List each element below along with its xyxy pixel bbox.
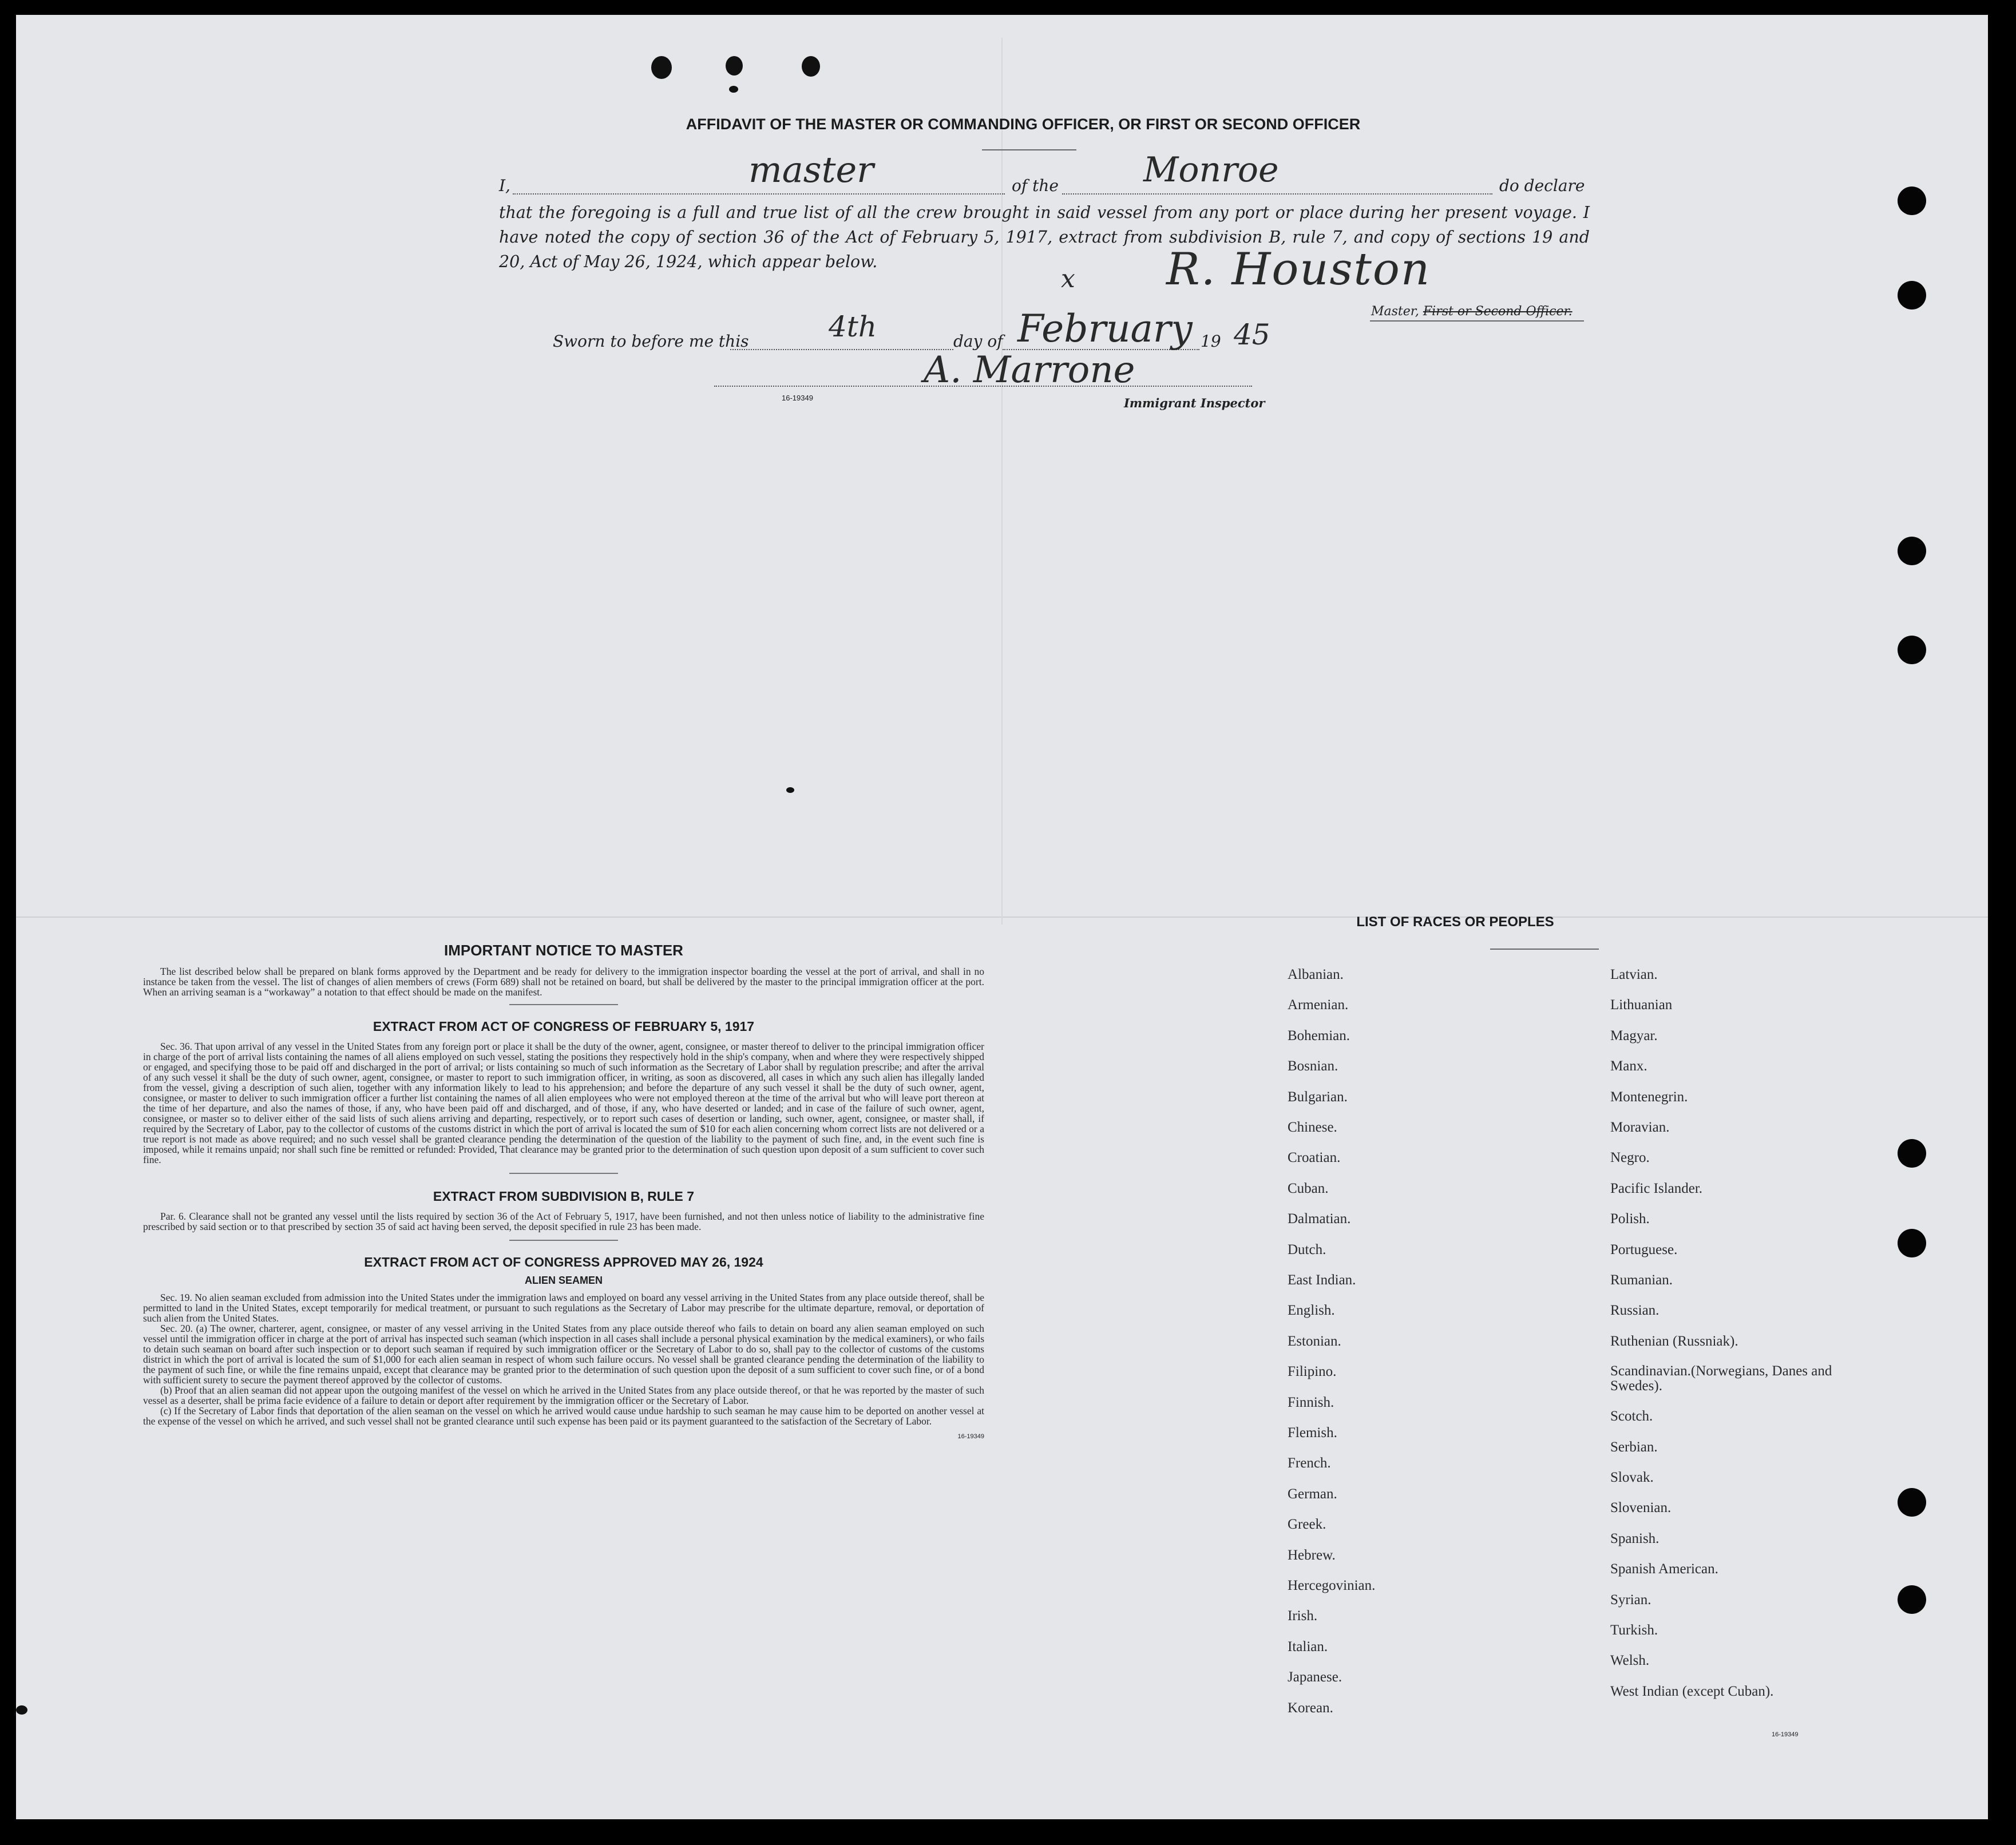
vessel-handwritten: Monroe [1143,150,1279,190]
race-item: Spanish American. [1610,1561,1718,1577]
master-signature: R. Houston [1166,244,1431,295]
punch-hole [1898,636,1926,664]
races-title: LIST OF RACES OR PEOPLES [1356,914,1554,930]
race-item: Hebrew. [1288,1547,1336,1563]
races-form-number: 16-19349 [1772,1731,1799,1738]
ink-speck [726,56,743,76]
title-rule [982,149,1076,150]
race-item: Magyar. [1610,1027,1658,1043]
race-item: Serbian. [1610,1439,1658,1455]
punch-hole [1898,1488,1926,1517]
extract-1924-title: EXTRACT FROM ACT OF CONGRESS APPROVED MAY 26, 1924 [364,1255,763,1269]
ink-speck [802,56,820,77]
race-item: Pacific Islander. [1610,1180,1703,1196]
race-item: Polish. [1610,1211,1650,1227]
race-item: Albanian. [1288,967,1344,982]
year-prefix: 19 [1201,332,1221,351]
do-declare-label: do declare [1499,176,1585,195]
inspector-signature: A. Marrone [924,349,1135,391]
notice-title: IMPORTANT NOTICE TO MASTER [444,942,683,959]
sec-20b-paragraph: (b) Proof that an alien seaman did not appear upon the outgoing manifest of the vessel on which he arrived in the United States from any place outside thereof, or that he was reported by the master of such vessel as a deserter, shall be prima facie evidence of a failure to detain or deport after requirement by the immigration officer or the Secretary of Labor. [143,1384,984,1406]
race-item: West Indian (except Cuban). [1610,1683,1774,1699]
race-item: Bosnian. [1288,1058,1338,1074]
affidavit-title: AFFIDAVIT OF THE MASTER OR COMMANDING OFFICER, OR FIRST OR SECOND OFFICER [686,116,1361,133]
sec-19-paragraph: Sec. 19. No alien seaman excluded from admission into the United States under the immigration laws and employed on board any vessel arriving in the United States from any place outside thereof, shall be permitted to land in the United States, except temporarily for medical treatment, or pursuant to such regulations as the Secretary of Labor may prescribe for the ultimate departure, removal, or deportation of such alien from the United States. [143,1292,984,1324]
signature-caption-prefix: Master, [1371,304,1419,319]
affidavit-form-number: 16-19349 [782,394,813,402]
race-item: Bohemian. [1288,1027,1350,1043]
race-item: Montenegrin. [1610,1089,1688,1105]
signature-mark: x [1061,264,1075,293]
race-item: Negro. [1610,1150,1650,1166]
subdivision-title: EXTRACT FROM SUBDIVISION B, RULE 7 [433,1189,695,1204]
notice-paragraph: The list described below shall be prepared on blank forms approved by the Department and be ready for delivery to the immigration inspector boarding the vessel at the port of arrival, and shall in no instance be taken from the vessel. The list of changes of alien members of crews (Form 689) shall not be retained on board, but shall be delivered by the master to the principal immigration officer at the port. When an arriving seaman is a “workaway” a notation to that effect should be made on the manifest. [143,966,984,998]
punch-hole [1898,187,1926,215]
race-item: Moravian. [1610,1120,1670,1135]
vertical-fold-line [1001,38,1003,925]
notices-form-number: 16-19349 [957,1433,984,1440]
race-item: Portuguese. [1610,1241,1678,1257]
inspector-caption: Immigrant Inspector [1124,396,1265,410]
race-item: Slovak. [1610,1470,1654,1485]
race-item: Welsh. [1610,1653,1650,1669]
section-rule [509,1004,618,1005]
punch-hole [1898,1139,1926,1168]
race-item: Lithuanian [1610,997,1673,1013]
race-item: Croatian. [1288,1150,1341,1166]
punch-hole [1898,537,1926,565]
section-rule [509,1240,618,1241]
race-item: Finnish. [1288,1394,1334,1410]
race-item: Japanese. [1288,1669,1342,1685]
race-item: French. [1288,1455,1331,1471]
scanned-document [16,15,1988,1819]
extract-1917-text [143,1041,984,1165]
race-item: Scandinavian.(Norwegians, Danes and Swedes). [1610,1363,1832,1394]
alien-seamen-subtitle: ALIEN SEAMEN [524,1275,603,1286]
race-item: Scotch. [1610,1408,1653,1425]
race-item: Dalmatian. [1288,1211,1351,1227]
extract-1917-title: EXTRACT FROM ACT OF CONGRESS OF FEBRUARY 5, 1917 [373,1019,755,1034]
race-item: English. [1288,1303,1335,1319]
race-item: Bulgarian. [1288,1089,1348,1105]
subdivision-text [143,1211,984,1232]
race-item: Ruthenian (Russniak). [1610,1333,1738,1349]
race-item: Armenian. [1288,997,1349,1013]
punch-hole [1898,281,1926,310]
sworn-label: Sworn to before me this [553,332,749,351]
notices-column [143,942,984,1440]
race-item: Greek. [1288,1517,1326,1533]
race-item: East Indian. [1288,1272,1356,1288]
i-label: I, [499,176,510,195]
ink-speck [786,787,794,793]
race-item: Italian. [1288,1638,1328,1654]
race-item: Slovenian. [1610,1500,1672,1516]
race-item: Estonian. [1288,1333,1341,1349]
day-line [730,349,953,350]
officer-handwritten: master [748,149,874,191]
race-item: Rumanian. [1610,1272,1673,1288]
year-handwritten: 45 [1234,318,1270,351]
signature-caption [1371,304,1573,319]
sec-20a-paragraph: Sec. 20. (a) The owner, charterer, agent, consignee, or master of any vessel arriving in the United States from any place outside thereof who fails to detain on board any alien seaman employed on such vessel until the immigration officer in charge at the port of arrival has inspected such seaman (which inspection in all cases shall include a personal physical examination by the medical examiners), or who fails to detain such seaman on board after such inspection or to deport such seaman if required by such immigration officer or the Secretary of Labor to do so, shall pay to the collector of customs of the customs district in which the port of arrival is located the sum of $1,000 for each alien seaman in respect of whom such failure occurs. No vessel shall be granted clearance pending the determination of the liability to the payment of such fine, or while the fine remains unpaid, except that clearance may be granted prior to the determination of such question upon the deposit of a sum sufficient to cover such fine, or of a bond with sufficient surety to secure the payment thereof approved by the collector of customs. [143,1323,984,1386]
of-the-label: of the [1012,176,1059,195]
race-item: Latvian. [1610,967,1658,982]
day-handwritten: 4th [829,310,877,343]
punch-hole [1898,1229,1926,1257]
race-item: Manx. [1610,1058,1647,1074]
race-item: Turkish. [1610,1622,1658,1638]
race-item: Syrian. [1610,1592,1651,1608]
notice-text [143,966,984,997]
signature-rule [1370,320,1584,322]
month-handwritten: February [1017,307,1193,351]
race-item: Hercegovinian. [1288,1578,1376,1593]
section-rule [509,1173,618,1174]
race-item: Dutch. [1288,1241,1326,1257]
race-item: Spanish. [1610,1530,1659,1546]
race-item: Cuban. [1288,1180,1329,1196]
race-item: Korean. [1288,1700,1333,1716]
race-item: Filipino. [1288,1364,1337,1380]
ink-speck [729,86,738,93]
extract-1924-text [143,1292,984,1426]
officer-line [513,193,1005,195]
race-item: Flemish. [1288,1425,1337,1441]
ink-speck [651,56,672,79]
punch-hole [1898,1585,1926,1614]
sec-36-paragraph: Sec. 36. That upon arrival of any vessel in the United States from any foreign port or place it shall be the duty of the owner, agent, consignee, or master thereof to deliver to the principal immigration officer in charge of the port of arrival lists containing the names of all aliens employed on such vessel, stating the positions they respectively hold in the ship's company, when and where they were respectively shipped or engaged, and specifying those to be paid off and discharged in the port of arrival; or lists containing so much of such information as the Secretary of Labor shall by regulation prescribe; and after the arrival of any such vessel it shall be the duty of such owner, agent, consignee, or master to report to such immigration officer, in writing, as soon as discovered, all cases in which any such alien has illegally landed from the vessel, giving a description of such alien, together with any information likely to lead to his apprehension; and before the departure of any such vessel it shall be the duty of such owner, agent, consignee, or master to deliver to such immigration officer a further list containing the names of all alien employees who were not employed thereon at the time of the arrival but who will leave port thereon at the time of her departure, and also the names of those, if any, who have been paid off and discharged, and of those, if any, who have deserted or landed; and in case of the failure of such owner, agent, consignee, or master so to deliver either of the said lists of such aliens arriving and departing, respectively, or to report such cases of desertion or landing, such owner, agent, consignee, or master shall, if required by the Secretary of Labor, pay to the collector of customs of the customs district in which the port of arrival is located the sum of $10 for each alien concerning whom correct lists are not delivered or a true report is not made as above required; and no such vessel shall be granted clearance pending the determination of the question of the liability to the payment of such fine, and, in the event such fine is imposed, while it remains unpaid; nor shall such fine be remitted or refunded: Provided, That clearance may be granted prior to the determination of such question upon deposit of a sum sufficient to cover such fine. [143,1041,984,1165]
day-of-label: day of [953,332,1003,351]
par-6-paragraph: Par. 6. Clearance shall not be granted any vessel until the lists required by section 36 of the Act of February 5, 1917, have been furnished, and not then unless notice of liability to the administrative fine prescribed by said section or to that prescribed by section 35 of said act having been served, the deposit specified in rule 23 has been made. [143,1211,984,1232]
sec-20c-paragraph: (c) If the Secretary of Labor finds that deportation of the alien seaman on the vessel on which he arrived would cause undue hardship to such seaman he may cause him to be deported on another vessel at the expense of the vessel on which he arrived, and such vessel shall not be granted clearance until such expense has been paid or its payment guaranteed to the satisfaction of the Secretary of Labor. [143,1405,984,1427]
races-title-rule [1490,949,1599,950]
ink-speck [16,1705,27,1715]
signature-caption-struck: First or Second Officer. [1423,304,1573,319]
race-item: Irish. [1288,1608,1318,1624]
vessel-line [1062,193,1492,195]
race-item: Russian. [1610,1303,1659,1319]
race-item: German. [1288,1486,1337,1502]
affidavit-body: that the foregoing is a full and true list of all the crew brought in said vessel from any port or place during her present voyage. I have noted the copy of section 36 of the Act of February 5, 1917, extract from subdivision B, rule 7, and copy of sections 19 and 20, Act of May 26, 1924, which appear below. [499,203,1590,271]
race-item: Chinese. [1288,1120,1337,1135]
